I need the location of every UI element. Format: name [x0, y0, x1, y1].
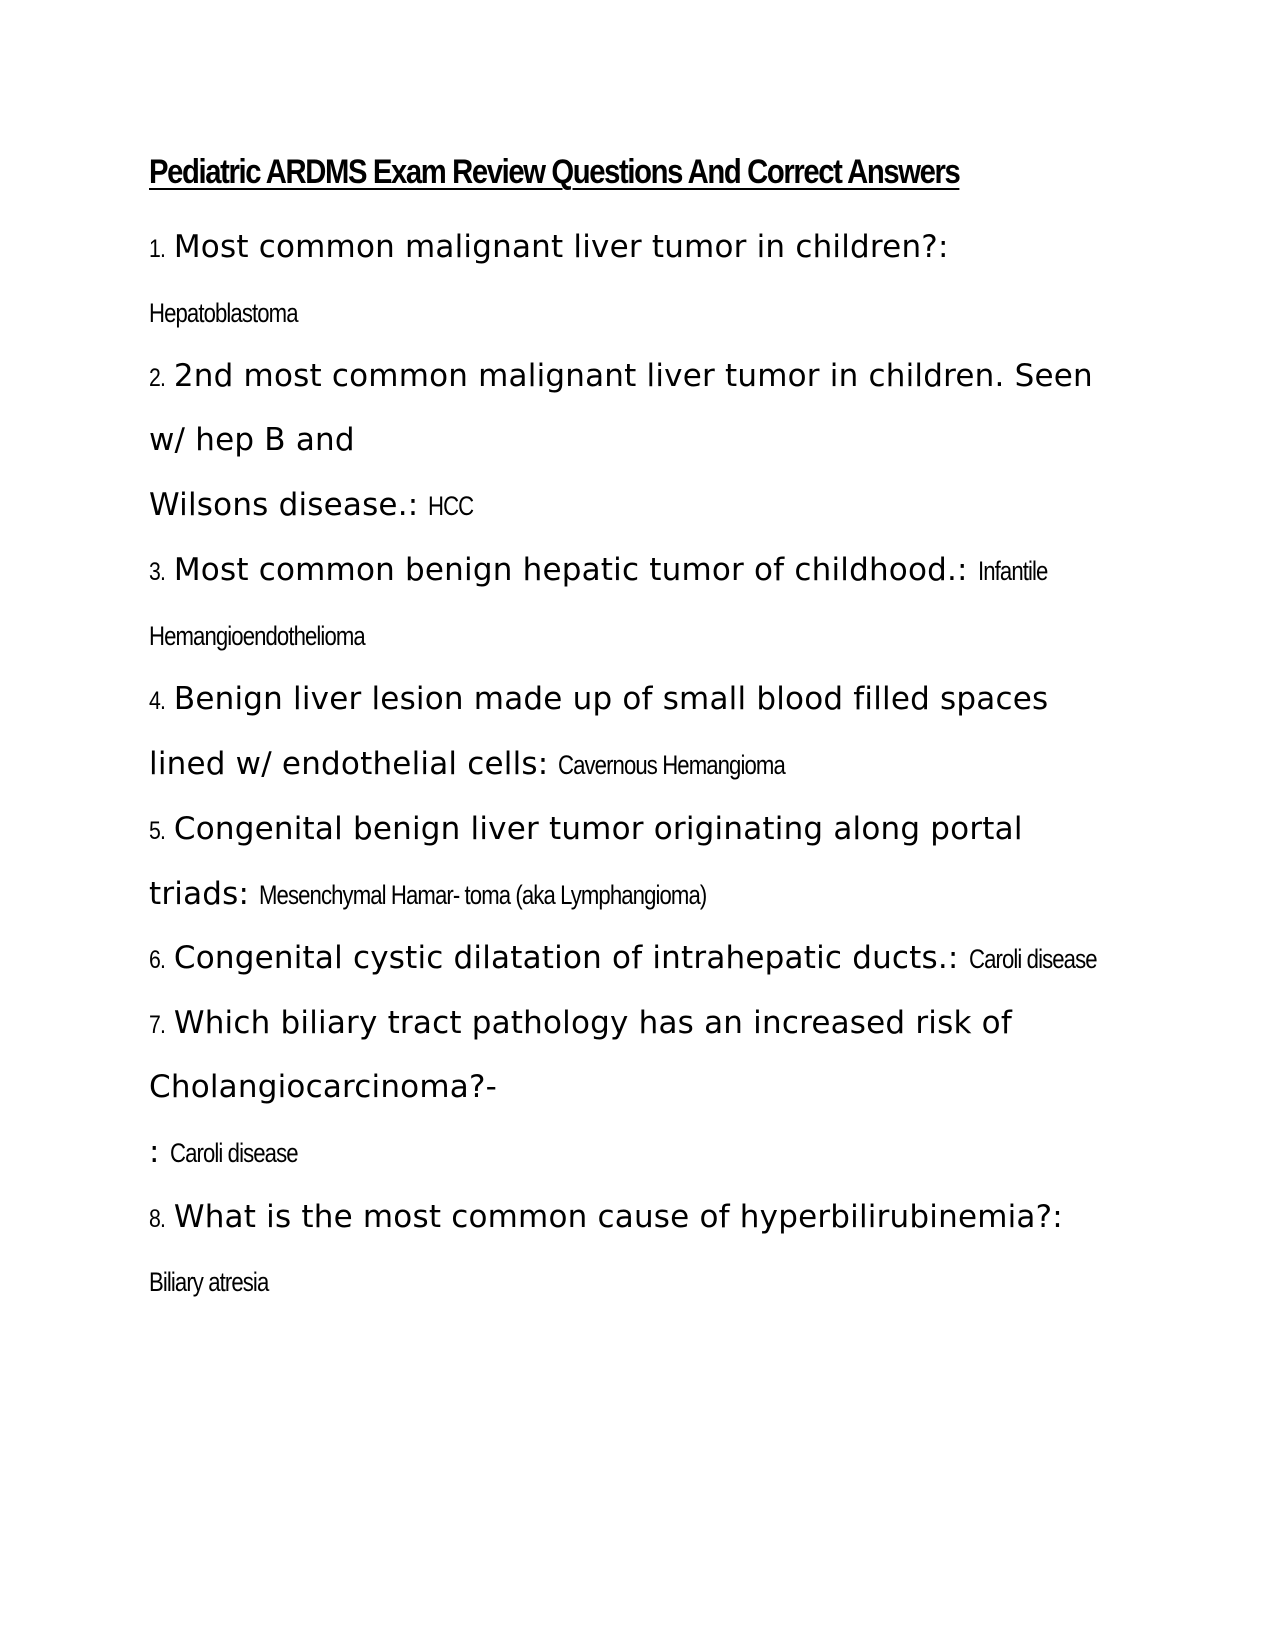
question-5-number: 5. [149, 817, 166, 845]
document-title: Pediatric ARDMS Exam Review Questions And Correct Answers [149, 153, 960, 191]
answer-5-text: Mesenchymal Hamar- toma (aka Lymphangioma) [259, 880, 707, 910]
question-5-line-2 [149, 874, 805, 915]
question-7-text-line-3: : [149, 1134, 160, 1170]
question-2-text-line-3: Wilsons disease.: [149, 487, 419, 523]
answer-8 [149, 1261, 295, 1302]
question-4-text-line-1: Benign liver lesion made up of small blood filled spaces [173, 681, 1049, 717]
answer-1-text: Hepatoblastoma [149, 298, 298, 328]
answer-8-text: Biliary atresia [149, 1267, 269, 1297]
question-2-line-3 [149, 485, 484, 526]
question-7 [149, 1003, 1012, 1045]
question-5 [149, 809, 1023, 851]
question-4-text-line-2: lined w/ endothelial cells: [149, 746, 549, 782]
question-1-number: 1. [149, 235, 166, 263]
answer-4-text: Cavernous Hemangioma [558, 750, 786, 780]
question-2-line-2 [149, 420, 355, 460]
question-6-number: 6. [149, 946, 166, 974]
question-4 [149, 679, 1048, 721]
question-1-text: Most common malignant liver tumor in children?: [173, 229, 949, 265]
answer-1 [149, 292, 330, 333]
question-5-text-line-1: Congenital benign liver tumor originating along portal [173, 811, 1023, 847]
question-7-text-line-2: Cholangiocarcinoma?- [149, 1069, 497, 1105]
question-7-text-line-1: Which biliary tract pathology has an increased risk of [173, 1005, 1012, 1041]
question-8-text: What is the most common cause of hyperbilirubinemia?: [173, 1199, 1063, 1235]
question-3-text: Most common benign hepatic tumor of childhood.: [173, 552, 968, 588]
question-4-line-2 [149, 744, 835, 785]
question-1 [149, 227, 949, 269]
question-7-line-3 [149, 1132, 325, 1173]
question-2-number: 2. [149, 364, 166, 392]
answer-3-text-continued: Hemangioendothelioma [149, 621, 365, 651]
question-7-line-2 [149, 1067, 497, 1107]
question-6 [149, 938, 1124, 980]
question-2-text-line-1: 2nd most common malignant liver tumor in children. Seen [173, 358, 1093, 394]
answer-2-text: HCC [428, 491, 474, 521]
question-8 [149, 1197, 1063, 1239]
question-5-text-line-2: triads: [149, 876, 250, 912]
question-3-number: 3. [149, 558, 166, 586]
question-2-text-line-2: w/ hep B and [149, 422, 355, 458]
answer-3-text: Infantile [977, 556, 1048, 586]
question-4-number: 4. [149, 687, 166, 715]
question-8-number: 8. [149, 1205, 166, 1233]
question-2 [149, 356, 1093, 398]
answer-6-text: Caroli disease [968, 944, 1097, 974]
question-6-text: Congenital cystic dilatation of intrahepatic ducts.: [173, 940, 959, 976]
answer-3-continued [149, 615, 412, 656]
answer-7-text: Caroli disease [169, 1138, 298, 1168]
question-3 [149, 550, 1062, 592]
question-7-number: 7. [149, 1011, 166, 1039]
